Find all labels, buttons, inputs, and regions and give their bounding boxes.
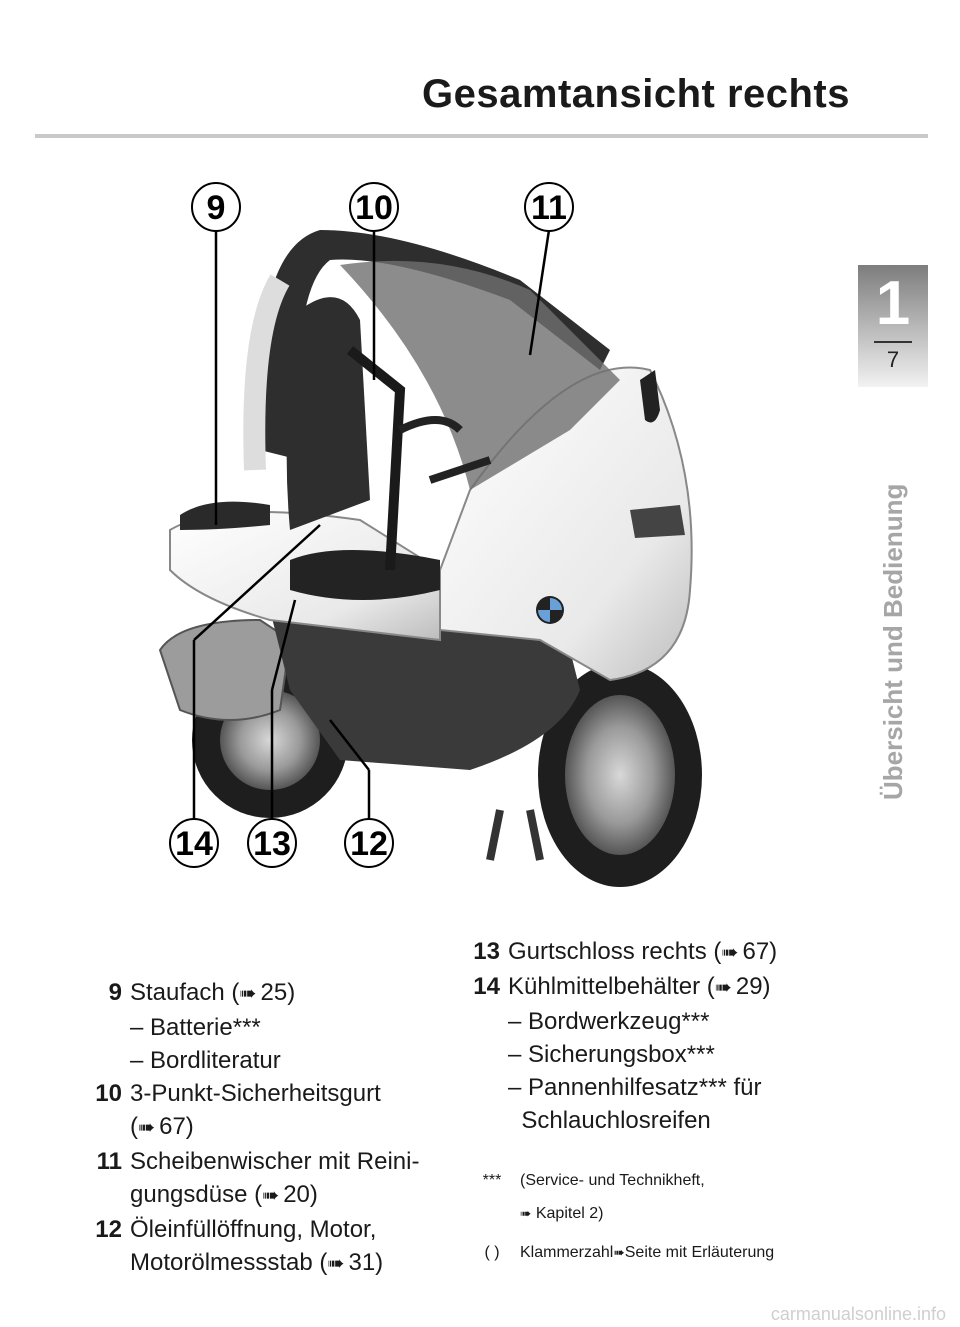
- legend-item: [90, 1077, 419, 1110]
- footnote-service-line2: [472, 1201, 774, 1226]
- legend-subitem: [468, 1104, 777, 1137]
- legend-number: 10: [95, 1080, 122, 1107]
- ref-arrow-icon: ➠: [327, 1253, 345, 1275]
- legend-subtext: – Batterie***: [130, 1014, 261, 1041]
- callout-12: 12: [350, 825, 388, 863]
- ref-arrow-icon: ➠: [520, 1206, 532, 1221]
- callout-10: 10: [355, 189, 393, 227]
- side-label: Übersicht und Bedienung: [878, 483, 908, 800]
- footnotes: [472, 1168, 774, 1265]
- legend-subitem: [90, 1044, 419, 1077]
- legend-page-ref: 67): [742, 938, 778, 965]
- legend-subtext: Schlauchlosreifen: [508, 1107, 711, 1134]
- legend-subtext: – Bordliteratur: [130, 1047, 281, 1074]
- legend-page-ref: 20): [283, 1181, 318, 1208]
- callout-9: 9: [206, 189, 226, 227]
- footnote-text: Seite mit Erläuterung: [624, 1244, 775, 1261]
- footnote-text: Kapitel 2): [535, 1205, 604, 1222]
- legend-page-ref: 25): [260, 979, 296, 1006]
- legend-number: 13: [473, 938, 500, 965]
- chapter-number: 1: [875, 269, 911, 338]
- ref-arrow-icon: ➠: [714, 977, 732, 999]
- legend-item: [468, 970, 777, 1005]
- callout-11: 11: [531, 189, 567, 227]
- legend-text: Motorölmessstab (: [130, 1249, 328, 1276]
- legend-subitem: [90, 1011, 419, 1044]
- legend-subtext: – Pannenhilfesatz*** für: [508, 1074, 762, 1101]
- ref-arrow-icon: ➠: [721, 942, 739, 964]
- legend-text: Scheibenwischer mit Reini-: [130, 1148, 420, 1175]
- footnote-brackets: [472, 1240, 774, 1265]
- footnote-service: [472, 1168, 774, 1193]
- legend-item: [90, 1213, 419, 1246]
- legend-subtext: – Bordwerkzeug***: [508, 1008, 710, 1035]
- legend-subitem: [468, 1038, 777, 1071]
- legend-text: 3-Punkt-Sicherheitsgurt: [130, 1080, 381, 1107]
- legend-text: Staufach (: [130, 979, 240, 1006]
- legend-text: (: [130, 1113, 138, 1140]
- legend-number: 14: [473, 973, 500, 1000]
- legend-continuation: [90, 1246, 419, 1281]
- ref-arrow-icon: ➠: [138, 1117, 156, 1139]
- legend-number: 12: [95, 1216, 122, 1243]
- legend-left: [90, 976, 419, 1281]
- callout-13: 13: [253, 825, 291, 863]
- legend-subitem: [468, 1071, 777, 1104]
- legend-page-ref: 29): [735, 973, 771, 1000]
- ref-arrow-icon: ➠: [239, 983, 257, 1005]
- legend-subitem: [468, 1005, 777, 1038]
- ref-arrow-icon: ➠: [262, 1185, 280, 1207]
- legend-page-ref: 67): [159, 1113, 194, 1140]
- legend-continuation: [90, 1178, 419, 1213]
- footnote-mark: ( ): [484, 1244, 500, 1261]
- legend-number: 11: [96, 1148, 122, 1175]
- footnote-text: Klammerzahl: [520, 1244, 614, 1261]
- legend-text: Öleinfüllöffnung, Motor,: [130, 1216, 377, 1243]
- footnote-mark: ***: [482, 1172, 502, 1189]
- legend-number: 9: [108, 979, 122, 1006]
- watermark: carmanualsonline.info: [770, 1304, 946, 1324]
- legend-page-ref: 31): [348, 1249, 384, 1276]
- legend-text: Gurtschloss rechts (: [508, 938, 722, 965]
- legend-text: Kühlmittelbehälter (: [508, 973, 715, 1000]
- legend-continuation: [90, 1110, 419, 1145]
- legend-item: [90, 976, 419, 1011]
- legend-subtext: – Sicherungsbox***: [508, 1041, 715, 1068]
- page-title: Gesamtansicht rechts: [422, 72, 850, 116]
- legend-right: [468, 935, 777, 1137]
- legend-text: gungsdüse (: [130, 1181, 263, 1208]
- legend-item: [90, 1145, 419, 1178]
- legend-item: [468, 935, 777, 970]
- page-number: 7: [886, 347, 900, 372]
- footnote-text: (Service- und Technikheft,: [520, 1172, 705, 1189]
- callout-14: 14: [175, 825, 213, 863]
- ref-arrow-icon: ➠: [613, 1245, 625, 1260]
